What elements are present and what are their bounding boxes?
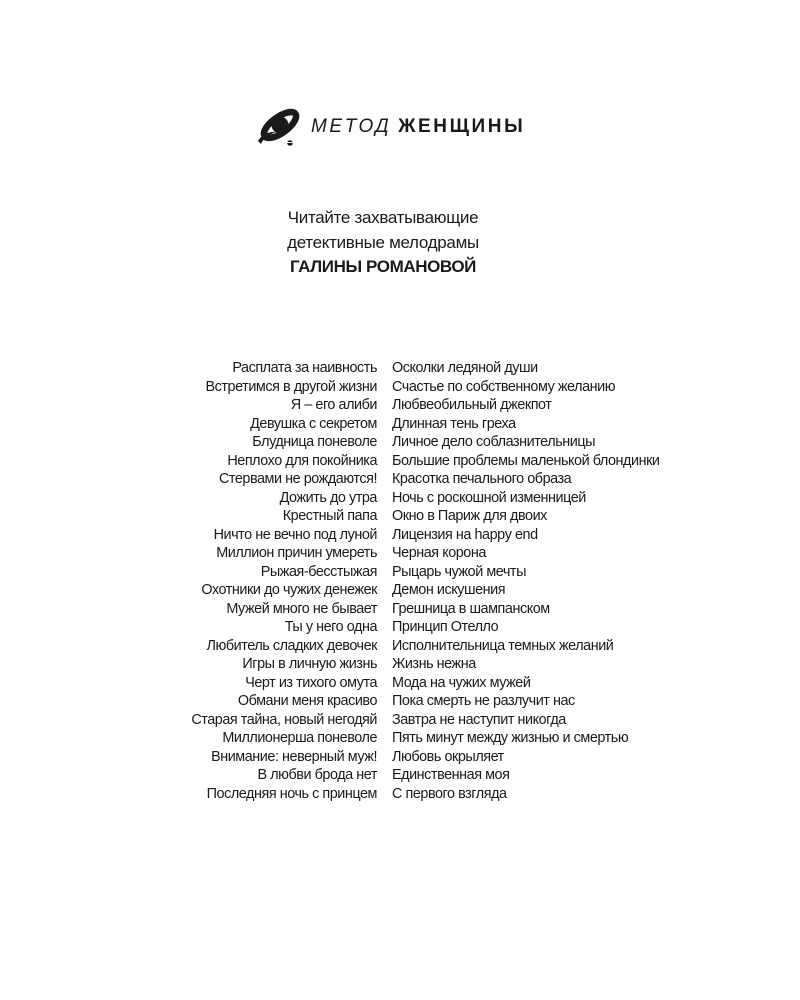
book-title: Лицензия на happy end <box>392 526 538 543</box>
book-title: Демон искушения <box>392 582 506 598</box>
book-title: Любитель сладких девочек <box>206 637 377 654</box>
book-title: Мужей много не бывает <box>226 600 377 617</box>
logo-text <box>311 117 525 136</box>
book-title: Миллион причин умереть <box>216 545 377 561</box>
book-title: Обмани меня красиво <box>237 693 377 709</box>
book-title: Дожить до утра <box>279 489 377 506</box>
book-title: Пять минут между жизнью и смертью <box>392 730 629 746</box>
book-title: С первого взгляда <box>392 785 507 802</box>
book-title: Блудница поневоле <box>252 434 377 450</box>
book-title: Завтра не наступит никогда <box>392 711 566 728</box>
book-title: Счастье по собственному желанию <box>392 378 616 395</box>
titles-column-right <box>392 359 660 803</box>
intro-line-2: детективные мелодрамы <box>287 232 479 252</box>
book-title: Внимание: неверный муж! <box>211 748 377 765</box>
book-title: Длинная тень греха <box>392 415 516 432</box>
book-title: Мода на чужих мужей <box>392 674 531 691</box>
book-title: Большие проблемы маленькой блондинки <box>392 452 660 469</box>
titles-column-left <box>191 359 377 803</box>
book-title: Принцип Отелло <box>392 619 499 635</box>
book-title: Ночь с роскошной изменницей <box>392 489 586 506</box>
book-title: Любвеобильный джекпот <box>392 397 552 413</box>
book-title: Крестный папа <box>282 508 377 524</box>
book-title: Ничто не вечно под луной <box>213 526 377 543</box>
book-title: Встретимся в другой жизни <box>205 378 377 395</box>
book-title: Красотка печального образа <box>392 471 572 487</box>
book-title: Рыжая-бесстыжая <box>260 563 377 580</box>
book-title: Миллионерша поневоле <box>222 730 377 746</box>
book-title: Игры в личную жизнь <box>242 656 377 672</box>
logo-word-women: ЖЕНЩИНЫ <box>398 115 526 137</box>
book-title: Неплохо для покойника <box>227 452 377 469</box>
intro-line-1: Читайте захватывающие <box>287 208 479 227</box>
book-title: Единственная моя <box>392 767 510 783</box>
book-title: Жизнь нежна <box>392 656 476 672</box>
series-logo <box>253 104 525 148</box>
book-title: Личное дело соблазнительницы <box>392 434 596 450</box>
book-title: Любовь окрыляет <box>392 748 504 765</box>
book-title: Черная корона <box>392 545 486 561</box>
book-title: В любви брода нет <box>257 767 377 783</box>
book-title: Расплата за наивность <box>232 360 377 376</box>
book-title: Пока смерть не разлучит нас <box>392 693 575 709</box>
book-title: Ты у него одна <box>284 619 377 635</box>
book-title: Осколки ледяной души <box>392 360 538 376</box>
book-title: Окно в Париж для двоих <box>392 508 547 524</box>
book-title: Рыцарь чужой мечты <box>392 563 526 580</box>
book-title: Последняя ночь с принцем <box>206 785 377 802</box>
book-title: Исполнительница темных желаний <box>392 637 614 654</box>
intro-heading <box>0 206 766 280</box>
book-title: Охотники до чужих денежек <box>201 582 377 598</box>
logo-word-method: МЕТОД <box>311 115 392 137</box>
author-name: ГАЛИНЫ РОМАНОВОЙ <box>289 257 476 276</box>
book-title: Я – его алиби <box>290 397 377 413</box>
book-title: Старая тайна, новый негодяй <box>191 711 377 728</box>
planet-ring-logo-icon <box>253 104 309 148</box>
book-title: Девушка с секретом <box>250 415 377 432</box>
book-title: Черт из тихого омута <box>245 674 377 691</box>
book-title: Грешница в шампанском <box>392 600 550 617</box>
book-title: Стервами не рождаются! <box>218 471 377 487</box>
